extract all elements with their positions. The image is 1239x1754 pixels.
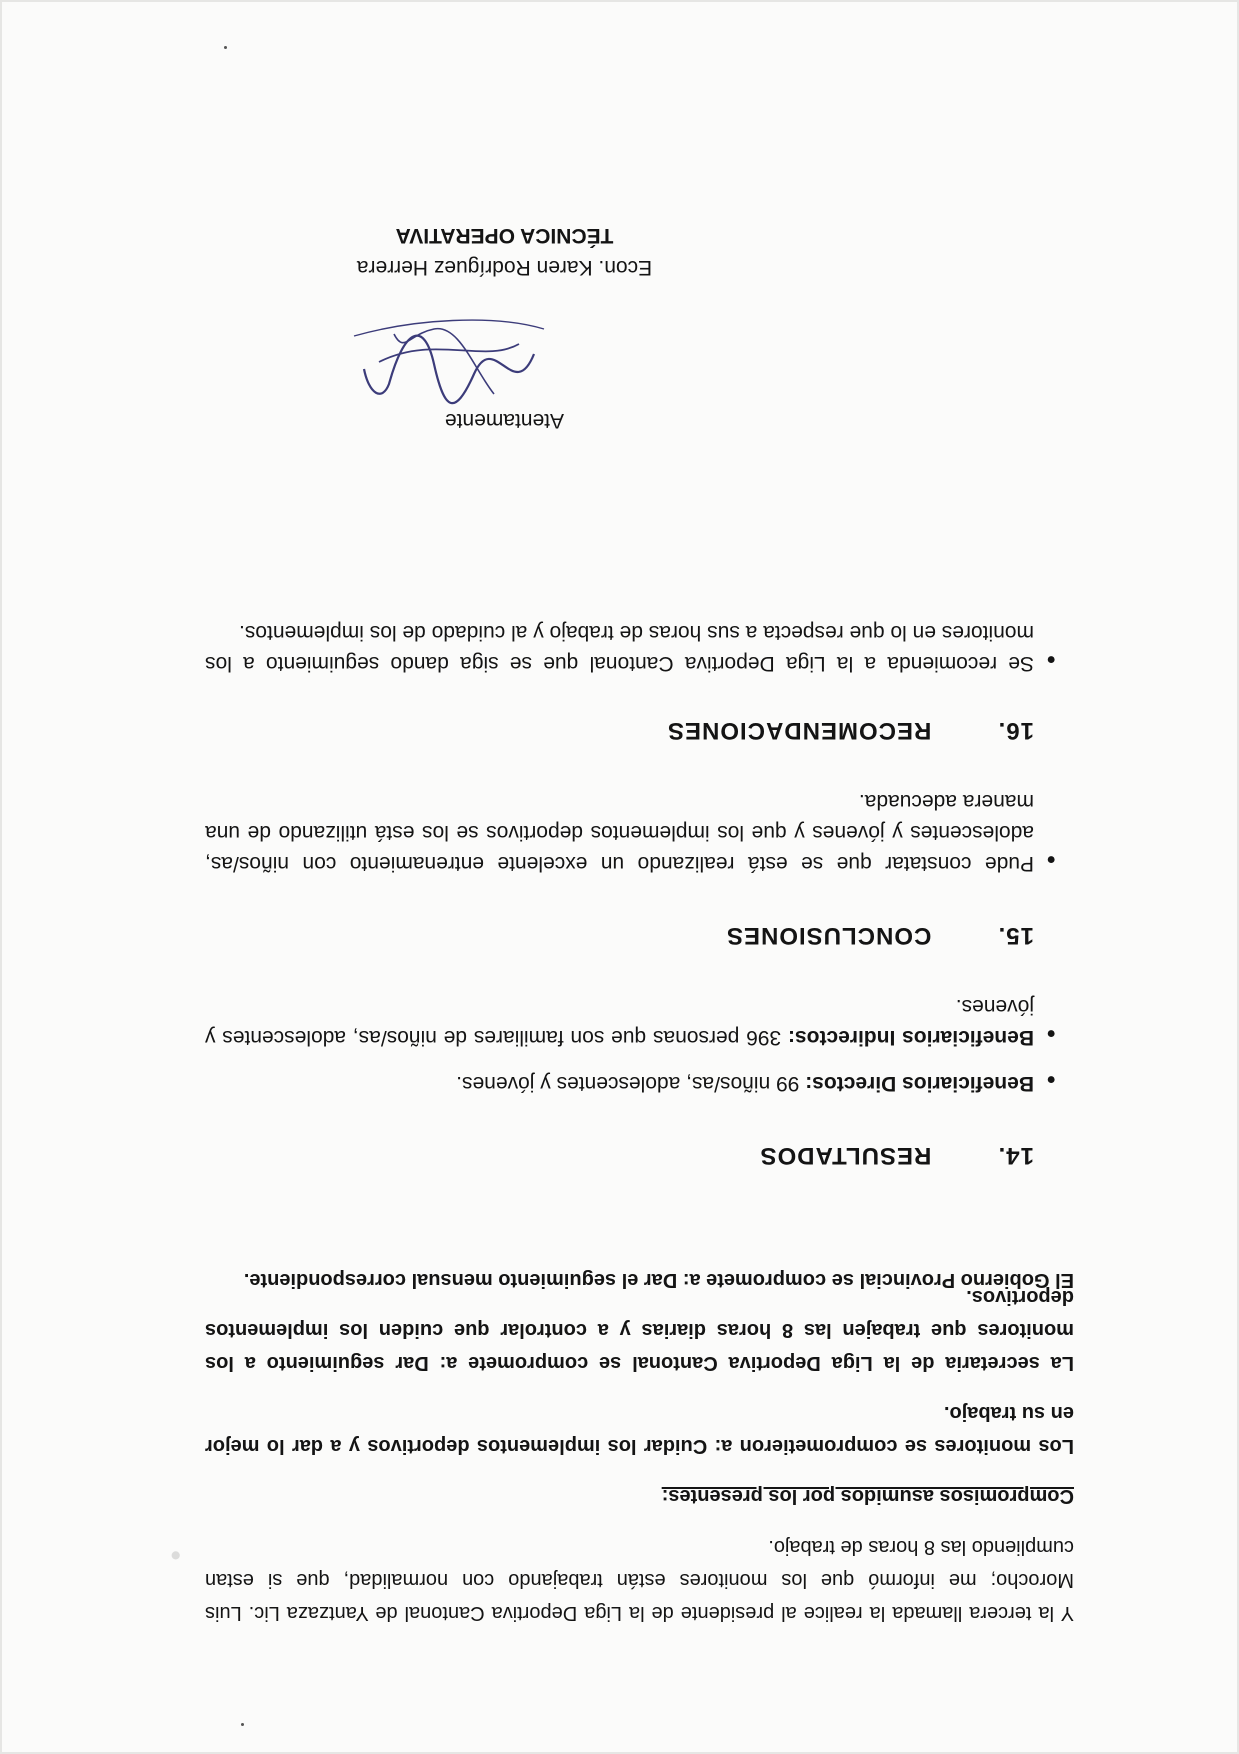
result-item-indirect-text: 396 personas que son familiares de niños/as, adolescentes y jóvenes. <box>205 995 1034 1049</box>
bleed-through-text: ● <box>170 1545 182 1566</box>
result-item-direct <box>0 1068 1239 1099</box>
result-item-indirect-label: Beneficiarios Indirectos: <box>787 1026 1034 1049</box>
bullet-icon: ● <box>1046 851 1056 868</box>
result-item-direct-text: 99 niños/as, adolescentes y jóvenes. <box>456 1072 806 1095</box>
bullet-icon: ● <box>1046 1025 1056 1042</box>
result-item-indirect <box>0 991 1239 1053</box>
commitments-title-text: Compromisos asumidos por los presentes: <box>661 1485 1074 1507</box>
commitment-secretary: La secretaria de la Liga Deportiva Cantonal se compromete a: Dar seguimiento a los monitores que trabajen las 8 horas diarias y a controlar que cuiden los implementos deportivos. <box>205 1286 1074 1374</box>
recommendation-item <box>0 617 1239 679</box>
section-16-heading <box>0 716 1239 744</box>
conclusion-item <box>0 786 1239 879</box>
commitments-title <box>0 1479 1239 1512</box>
handwritten-signature <box>344 304 554 424</box>
scan-speck <box>241 1723 244 1726</box>
bullet-icon: ● <box>1046 651 1056 668</box>
section-14-title: RESULTADOS <box>759 1142 932 1169</box>
section-14-heading <box>0 1141 1239 1169</box>
signer-role: TÉCNICA OPERATIVA <box>395 224 614 247</box>
conclusion-item-text: Pude constatar que se está realizando un excelente entrenamiento con niños/as, adolescentes y jóvenes y que los implementos deportivos se los está utilizando de una manera adecuada. <box>205 790 1034 875</box>
commitment-government: El Gobierno Provincial se compromete a: Dar el seguimiento mensual correspondiente. <box>243 1269 1074 1291</box>
bullet-icon: ● <box>1046 1071 1056 1088</box>
section-15-number: 15. <box>997 922 1034 949</box>
section-15-title: CONCLUSIONES <box>725 922 932 949</box>
section-16-number: 16. <box>997 717 1034 744</box>
section-16-title: RECOMENDACIONES <box>666 717 932 744</box>
intro-paragraph: Y la tercera llamada la realice al presidente de la Liga Deportiva Cantonal de Yantzaza Lic. Luis Morocho; me informó que los monitores están trabajando con normalidad, que si estan cumpliendo las 8 horas de trabajo. <box>205 1536 1074 1624</box>
section-14-number: 14. <box>997 1142 1034 1169</box>
commitment-monitors: Los monitores se comprometieron a: Cuidar los implementos deportivos y a dar lo mejor en su trabajo. <box>205 1402 1074 1457</box>
result-item-direct-label: Beneficiarios Directos: <box>805 1072 1034 1095</box>
scan-speck <box>224 46 227 49</box>
signer-name: Econ. Karen Rodríguez Herrera <box>356 256 653 279</box>
recommendation-item-text: Se recomienda a la Liga Deportiva Cantonal que se siga dando seguimiento a los monitores en lo que respecta a sus horas de trabajo y al cuidado de los implementos. <box>205 621 1034 675</box>
closing-text: Atentamente <box>444 409 565 432</box>
section-15-heading <box>0 921 1239 949</box>
